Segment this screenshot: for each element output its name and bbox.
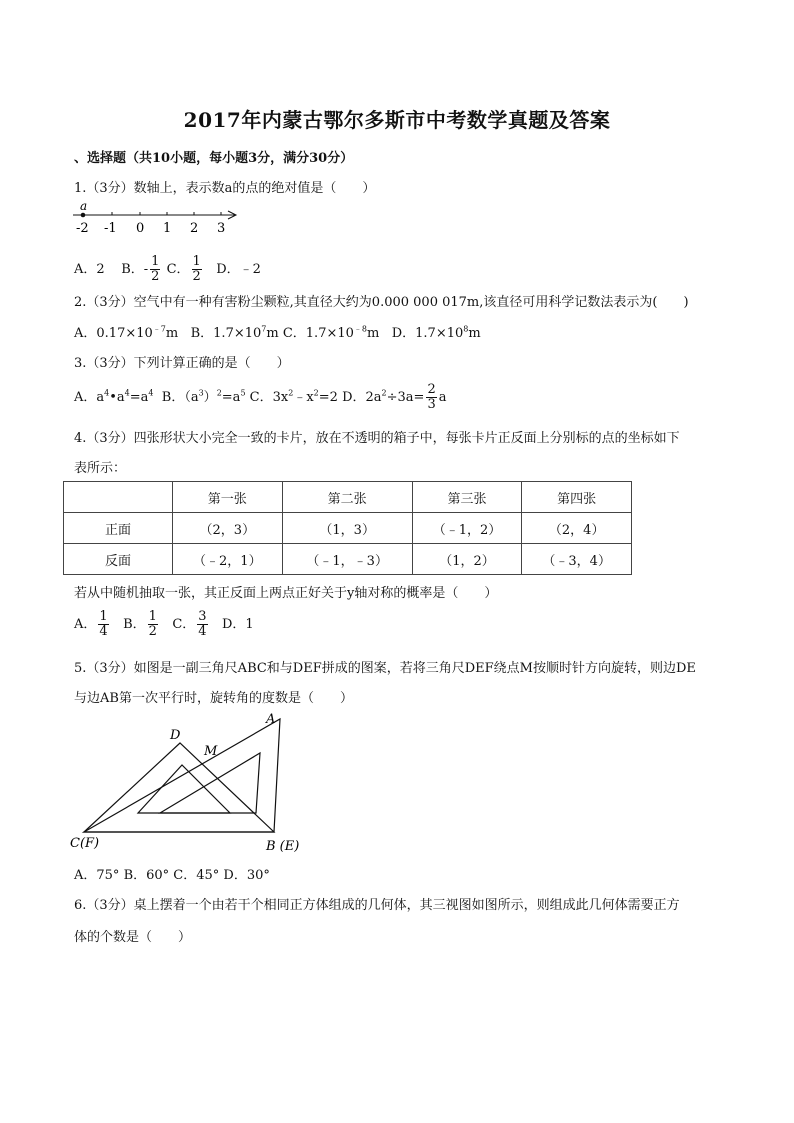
q1-option-b-fraction: $\frac{1}{2}$ bbox=[151, 254, 160, 284]
table-cell: （﹣3，4） bbox=[522, 544, 632, 575]
q4-stem-line1: 4.（3分）四张形状大小完全一致的卡片，放在不透明的箱子中，每张卡片正反面上分别标的点的坐标如下 bbox=[74, 431, 680, 446]
tick-label: 1 bbox=[163, 221, 172, 236]
q3-option-d: D．$2a^2\div 3a=$ $\frac{2}{3}$ a bbox=[342, 382, 447, 412]
label-d: D bbox=[170, 728, 181, 743]
label-cf: C(F) bbox=[70, 836, 100, 851]
table-cell: （2，4） bbox=[522, 513, 632, 544]
q2-option-b: B．1.7×10 bbox=[190, 326, 262, 341]
q2-option-c: C．1.7×10 bbox=[282, 326, 354, 341]
q2-stem: 2.（3分）空气中有一种有害粉尘颗粒,其直径大约为0.000 000 017m,该直径可用科学记数法表示为( ) bbox=[74, 295, 689, 310]
q4-option-a-fraction: $\frac{1}{4}$ bbox=[99, 609, 108, 639]
table-header-cell bbox=[64, 482, 173, 513]
tick-label: 3 bbox=[217, 221, 226, 236]
table-header-cell: 第三张 bbox=[412, 482, 522, 513]
q3-option-a: A．$a^4•a^4=a^4$ bbox=[74, 388, 154, 405]
q3-option-b: B．$(a^3)^2=a^5$ bbox=[161, 388, 246, 405]
q1-option-d: D．﹣2 bbox=[216, 262, 261, 277]
q5-stem-line2: 与边AB第一次平行时，旋转角的度数是（ ） bbox=[74, 691, 353, 706]
q3-option-c: C．$3x^2﹣x^2=2$ bbox=[249, 388, 338, 405]
triangle-def bbox=[84, 743, 274, 832]
table-cell: （﹣1，2） bbox=[412, 513, 522, 544]
table-header-row bbox=[64, 482, 632, 513]
q4-coordinate-table bbox=[63, 481, 632, 575]
table-header-cell: 第二张 bbox=[282, 482, 412, 513]
number-line bbox=[70, 202, 250, 238]
q1-option-a: A．2 bbox=[74, 262, 105, 277]
q1-option-b-prefix: B．- bbox=[121, 262, 149, 277]
q4-option-c-fraction: $\frac{3}{4}$ bbox=[198, 609, 207, 639]
q4-options: A． $\frac{1}{4}$ B． $\frac{1}{2}$ C． $\frac{3}{4}$ D．1 bbox=[74, 609, 254, 639]
q2-options: A．$0.17\times 10^{﹣7}m$ B．$1.7\times 10^7m$ C．$1.7\times 10^{﹣8}m$ D．$1.7\times 10^8m$ bbox=[74, 324, 481, 341]
q1-stem: 1.（3分）数轴上，表示数a的点的绝对值是（ ） bbox=[74, 181, 376, 196]
table-cell: （﹣2，1） bbox=[173, 544, 283, 575]
page-title: 2017年内蒙古鄂尔多斯市中考数学真题及答案 bbox=[183, 108, 611, 132]
number-line-point bbox=[81, 213, 86, 218]
table-cell: 反面 bbox=[64, 544, 173, 575]
tick-label: 2 bbox=[190, 221, 199, 236]
tick-label: -2 bbox=[76, 221, 89, 236]
q5-stem-line1: 5.（3分）如图是一副三角尺ABC和与DEF拼成的图案，若将三角尺DEF绕点M按顺时针方向旋转，则边DE bbox=[74, 661, 696, 676]
q2-option-a: A．0.17×10 bbox=[74, 326, 153, 341]
table-row bbox=[64, 513, 632, 544]
triangle-figure bbox=[70, 705, 310, 855]
q4-option-d: D．1 bbox=[221, 617, 254, 632]
table-cell: （1，2） bbox=[412, 544, 522, 575]
q1-options bbox=[74, 255, 261, 284]
q3-options bbox=[74, 383, 446, 412]
label-m: M bbox=[204, 744, 218, 759]
section-heading: 、选择题（共10小题，每小题3分，满分30分） bbox=[74, 151, 354, 166]
table-cell: 正面 bbox=[64, 513, 173, 544]
table-cell: （﹣1，﹣3） bbox=[282, 544, 412, 575]
label-be: B (E) bbox=[266, 839, 300, 854]
label-a: A bbox=[266, 712, 276, 727]
table-cell: （2，3） bbox=[173, 513, 283, 544]
table-header-cell: 第四张 bbox=[522, 482, 632, 513]
q3-stem: 3.（3分）下列计算正确的是（ ） bbox=[74, 356, 290, 371]
tick-label: 0 bbox=[136, 221, 145, 236]
number-line-point-label: a bbox=[80, 202, 88, 213]
q6-stem-line2: 体的个数是（ ） bbox=[74, 930, 192, 945]
table-cell: （1，3） bbox=[282, 513, 412, 544]
triangle-abc bbox=[84, 719, 280, 832]
inner-triangle-def bbox=[138, 765, 230, 813]
q6-stem-line1: 6.（3分）桌上摆着一个由若干个相同正方体组成的几何体，其三视图如图所示，则组成此几何体需要正方 bbox=[74, 898, 680, 913]
q1-option-c-fraction: $\frac{1}{2}$ bbox=[192, 254, 201, 284]
table-header-cell: 第一张 bbox=[173, 482, 283, 513]
q1-option-c-prefix: C． bbox=[166, 262, 190, 277]
q4-option-b-fraction: $\frac{1}{2}$ bbox=[148, 609, 157, 639]
tick-label: -1 bbox=[104, 221, 117, 236]
table-row bbox=[64, 544, 632, 575]
q2-option-d: D．1.7×10 bbox=[391, 326, 464, 341]
q5-options: A．75° B．60° C．45° D．30° bbox=[74, 868, 270, 883]
q4-stem-line2: 表所示： bbox=[74, 461, 127, 476]
q4-question: 若从中随机抽取一张，其正反面上两点正好关于y轴对称的概率是（ ） bbox=[74, 586, 498, 601]
